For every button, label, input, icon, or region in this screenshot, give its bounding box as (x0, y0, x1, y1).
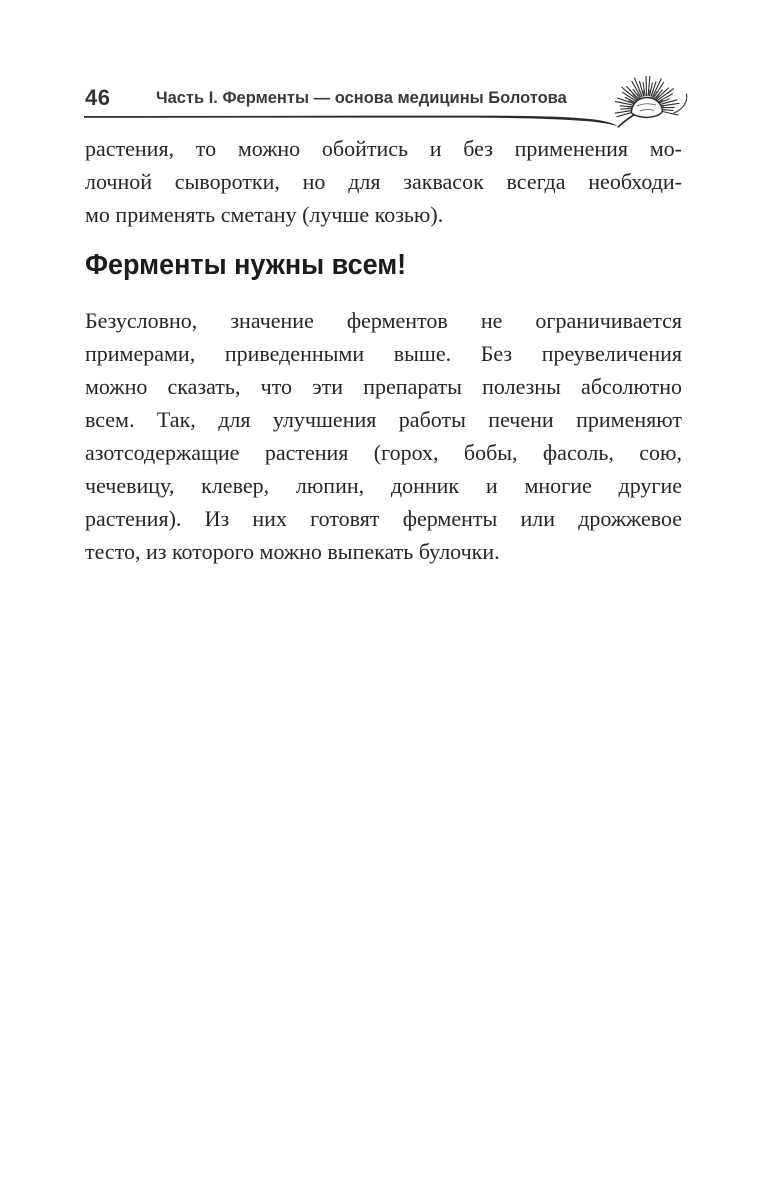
text-line: азотсодержащие растения (горох, бобы, фасоль, сою, (85, 440, 682, 465)
text-line: чечевицу, клевер, люпин, донник и многие другие (85, 473, 682, 498)
text-line: растения). Из них готовят ферменты или дрожжевое (85, 506, 682, 531)
text-line: мо применять сметану (лучше козью). (85, 202, 444, 227)
running-header: Часть I. Ферменты — основа медицины Болотова (156, 88, 567, 107)
text-line: всем. Так, для улучшения работы печени применяют (85, 407, 682, 432)
text-line: лочной сыворотки, но для заквасок всегда необходи- (85, 169, 682, 194)
text-line: примерами, приведенными выше. Без преувеличения (85, 341, 682, 366)
text-line: можно сказать, что эти препараты полезны абсолютно (85, 374, 682, 399)
header-rule-swoosh-icon (84, 116, 619, 127)
paragraph-continuation (85, 132, 682, 231)
header-rule-ornament (84, 68, 696, 130)
text-line: растения, то можно обойтись и без применения мо- (85, 136, 682, 161)
text-line: тесто, из которого можно выпекать булочки. (85, 539, 500, 564)
section-heading: Ферменты нужны всем! (85, 249, 407, 281)
text-line: Безусловно, значение ферментов не ограничивается (85, 308, 682, 333)
page-number: 46 (85, 85, 111, 110)
paragraph-main (85, 304, 682, 568)
